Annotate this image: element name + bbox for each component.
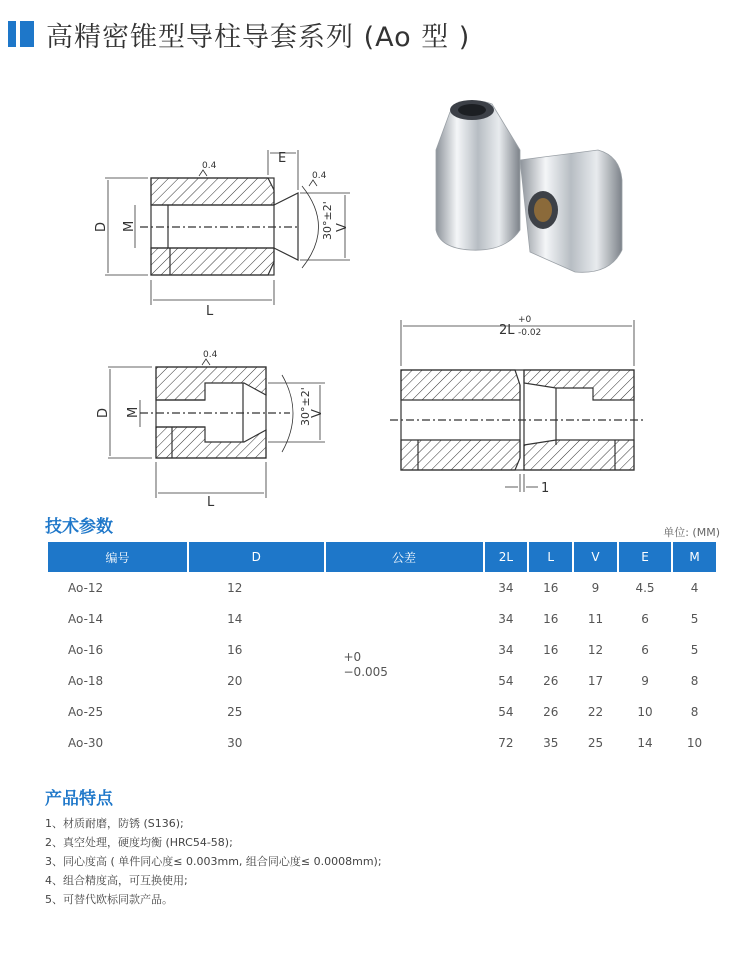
dim-label-l: L: [206, 304, 214, 319]
col-header-m: M: [673, 542, 716, 572]
cell-code: Ao-30: [68, 735, 104, 750]
list-item: 1、材质耐磨，防锈 (S136);: [45, 817, 184, 830]
col-header-tolerance: 公差: [326, 542, 483, 572]
cell-e: 4.5: [635, 580, 655, 595]
cell-v: 25: [587, 735, 604, 750]
cell-l: 16: [543, 611, 559, 626]
dim-label-d: D: [96, 407, 111, 418]
col-header-d: D: [189, 542, 323, 572]
tolerance-minus-label: -0.02: [518, 328, 542, 338]
product-photo: [436, 100, 622, 272]
tolerance-plus: +0: [343, 650, 362, 664]
table-row: [48, 572, 716, 603]
cell-2l: 34: [498, 642, 514, 657]
tolerance-plus-label: +0: [518, 315, 532, 325]
dim-label-2l: 2L: [499, 323, 515, 338]
cell-code: Ao-14: [68, 611, 104, 626]
roughness-label: 0.4: [312, 171, 327, 181]
roughness-label: 0.4: [202, 161, 217, 171]
title-accent-block: [20, 21, 34, 47]
roughness-label: 0.4: [203, 350, 218, 360]
cell-e: 9: [641, 673, 649, 688]
cell-code: Ao-16: [68, 642, 104, 657]
cell-tolerance: [326, 572, 483, 758]
cell-l: 26: [543, 704, 559, 719]
drawing-assembly: [390, 320, 645, 492]
page-header: [8, 14, 470, 54]
cell-d: 14: [227, 611, 243, 626]
drawing-guide-bush: [108, 359, 325, 498]
cell-m: 5: [690, 642, 699, 657]
cell-m: 8: [690, 704, 699, 719]
list-item: 5、可替代欧标同款产品。: [45, 893, 173, 906]
cell-code: Ao-12: [68, 580, 104, 595]
dim-label-e: E: [278, 151, 287, 166]
cell-v: 22: [587, 704, 604, 719]
cell-e: 6: [641, 642, 649, 657]
cell-m: 8: [690, 673, 699, 688]
list-item: 3、同心度高 ( 单件同心度≤ 0.003mm, 组合同心度≤ 0.0008mm);: [45, 855, 382, 868]
cell-d: 12: [227, 580, 243, 595]
features-list: [45, 814, 382, 909]
col-header-e: E: [619, 542, 671, 572]
title-accent-bar: [8, 21, 16, 47]
col-header-l: L: [529, 542, 572, 572]
features-section-title: 产品特点: [45, 789, 113, 809]
cell-m: 4: [690, 580, 699, 595]
cell-2l: 34: [498, 611, 514, 626]
cell-e: 10: [637, 704, 653, 719]
dim-label-v: V: [335, 223, 350, 232]
cell-l: 35: [543, 735, 559, 750]
specs-table: [46, 542, 718, 758]
cell-v: 9: [591, 580, 600, 595]
list-item: 2、真空处理，硬度均衡 (HRC54-58);: [45, 836, 233, 849]
dim-label-v: V: [310, 409, 325, 418]
cell-l: 16: [543, 642, 559, 657]
page-title: 高精密锥型导柱导套系列 (Ao 型 ): [46, 21, 471, 53]
tolerance-minus: −0.005: [343, 665, 388, 679]
cell-l: 16: [543, 580, 559, 595]
angle-label: 30°±2': [299, 387, 312, 426]
cell-2l: 54: [498, 704, 514, 719]
list-item: 4、组合精度高，可互换使用;: [45, 874, 188, 887]
cell-l: 26: [543, 673, 559, 688]
product-figure: [0, 60, 750, 520]
cell-d: 25: [227, 704, 243, 719]
col-header-2l: 2L: [485, 542, 528, 572]
dim-label-m: M: [126, 406, 141, 418]
cell-2l: 54: [498, 673, 514, 688]
cell-v: 12: [587, 642, 604, 657]
cell-d: 16: [227, 642, 243, 657]
col-header-v: V: [574, 542, 617, 572]
unit-label: 单位: (MM): [663, 526, 720, 539]
angle-label: 30°±2': [321, 201, 334, 240]
cell-e: 14: [637, 735, 653, 750]
table-header-row: [48, 542, 716, 572]
cell-v: 17: [587, 673, 604, 688]
dim-label-d: D: [94, 221, 109, 232]
cell-v: 11: [587, 611, 604, 626]
cell-code: Ao-18: [68, 673, 104, 688]
cell-m: 10: [686, 735, 703, 750]
gap-label: 1: [541, 481, 550, 496]
cell-2l: 34: [498, 580, 514, 595]
dim-label-l: L: [207, 495, 215, 510]
specs-section-title: 技术参数: [45, 517, 113, 537]
cell-d: 30: [227, 735, 243, 750]
cell-e: 6: [641, 611, 649, 626]
cell-code: Ao-25: [68, 704, 104, 719]
col-header-code: 编号: [48, 542, 187, 572]
cell-d: 20: [227, 673, 243, 688]
dim-label-m: M: [122, 220, 137, 232]
cell-m: 5: [690, 611, 699, 626]
cell-2l: 72: [498, 735, 514, 750]
